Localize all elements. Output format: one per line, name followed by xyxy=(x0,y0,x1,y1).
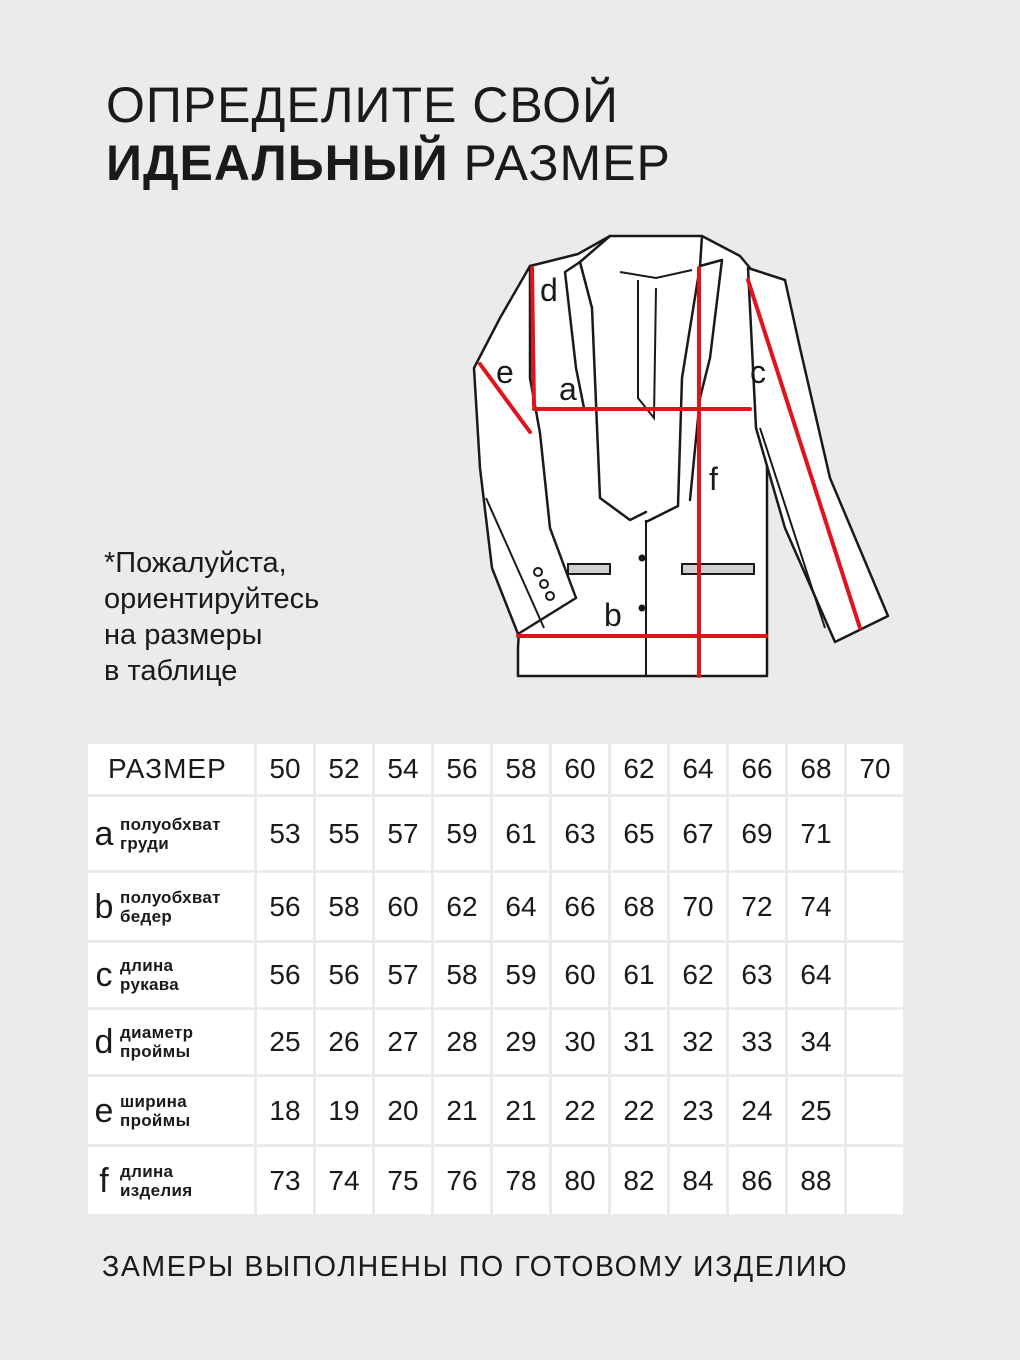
table-cell: 60 xyxy=(552,943,608,1007)
table-row xyxy=(88,873,903,940)
table-cell: 53 xyxy=(257,797,313,870)
size-header-cell: 68 xyxy=(788,744,844,794)
note-line: ориентируйтесь xyxy=(104,583,320,615)
note-line: на размеры xyxy=(104,619,263,651)
measure-description-line: длина xyxy=(120,956,174,975)
measure-description-line: полуобхват xyxy=(120,887,221,907)
size-header-cell: 58 xyxy=(493,744,549,794)
size-header-cell: 56 xyxy=(434,744,490,794)
measure-description xyxy=(120,1162,192,1200)
size-header-cell: 54 xyxy=(375,744,431,794)
table-cell: 64 xyxy=(493,873,549,940)
table-cell: 71 xyxy=(788,797,844,870)
table-cell: 74 xyxy=(316,1147,372,1214)
measure-description-line: проймы xyxy=(120,1042,191,1061)
table-cell: 68 xyxy=(611,873,667,940)
table-cell xyxy=(847,1147,903,1214)
table-cell: 57 xyxy=(375,943,431,1007)
table-cell: 33 xyxy=(729,1010,785,1074)
table-cell xyxy=(847,943,903,1007)
measure-label-b: b xyxy=(604,597,622,633)
table-cell: 72 xyxy=(729,873,785,940)
page-title-bold: ИДЕАЛЬНЫЙ xyxy=(106,135,449,191)
table-cell: 67 xyxy=(670,797,726,870)
measure-line-d xyxy=(532,268,534,406)
measure-description xyxy=(120,815,221,853)
table-cell: 56 xyxy=(316,943,372,1007)
measure-label-cell xyxy=(88,1077,254,1144)
table-cell: 82 xyxy=(611,1147,667,1214)
table-cell: 80 xyxy=(552,1147,608,1214)
page-title-line2 xyxy=(106,135,671,191)
measure-description xyxy=(120,1092,190,1130)
measure-description-line: проймы xyxy=(120,1110,191,1130)
table-cell: 60 xyxy=(375,873,431,940)
table-cell: 63 xyxy=(729,943,785,1007)
table-cell: 62 xyxy=(434,873,490,940)
page-title-rest: РАЗМЕР xyxy=(448,135,671,191)
table-cell: 84 xyxy=(670,1147,726,1214)
table-row xyxy=(88,1077,903,1144)
table-cell: 86 xyxy=(729,1147,785,1214)
measure-description-line: диаметр xyxy=(120,1023,194,1042)
table-cell: 22 xyxy=(552,1077,608,1144)
jacket-pocket-right xyxy=(682,564,754,574)
table-cell: 32 xyxy=(670,1010,726,1074)
table-cell: 64 xyxy=(788,943,844,1007)
measure-description xyxy=(120,1023,193,1061)
note-line: в таблице xyxy=(104,655,238,687)
table-cell: 58 xyxy=(434,943,490,1007)
jacket-front-button xyxy=(640,606,645,611)
footer-note: ЗАМЕРЫ ВЫПОЛНЕНЫ ПО ГОТОВОМУ ИЗДЕЛИЮ xyxy=(102,1251,849,1283)
measure-letter: b xyxy=(94,887,114,926)
measure-letter: c xyxy=(95,956,113,994)
table-cell: 61 xyxy=(611,943,667,1007)
measure-description-line: груди xyxy=(120,833,170,853)
table-cell: 69 xyxy=(729,797,785,870)
size-note xyxy=(104,545,319,689)
table-cell: 27 xyxy=(375,1010,431,1074)
measure-letter: e xyxy=(94,1091,114,1130)
size-header-cell: 66 xyxy=(729,744,785,794)
table-cell: 31 xyxy=(611,1010,667,1074)
table-cell: 74 xyxy=(788,873,844,940)
table-row xyxy=(88,1010,903,1074)
measure-label-e: e xyxy=(496,354,514,390)
table-cell xyxy=(847,1077,903,1144)
measure-label-cell xyxy=(88,797,254,870)
table-cell: 70 xyxy=(670,873,726,940)
measure-label-f: f xyxy=(709,461,718,497)
measure-label-cell xyxy=(88,943,254,1007)
table-cell: 25 xyxy=(257,1010,313,1074)
table-cell xyxy=(847,873,903,940)
size-header-cell: 60 xyxy=(552,744,608,794)
table-cell: 25 xyxy=(788,1077,844,1144)
page-title-line1: ОПРЕДЕЛИТЕ СВОЙ xyxy=(106,77,619,133)
table-cell: 22 xyxy=(611,1077,667,1144)
table-cell: 56 xyxy=(257,873,313,940)
measure-description-line: длина xyxy=(120,1161,174,1181)
table-cell: 29 xyxy=(493,1010,549,1074)
measure-description xyxy=(120,888,221,926)
table-cell xyxy=(847,797,903,870)
table-cell: 75 xyxy=(375,1147,431,1214)
table-cell: 78 xyxy=(493,1147,549,1214)
table-cell: 28 xyxy=(434,1010,490,1074)
table-cell: 55 xyxy=(316,797,372,870)
table-cell: 88 xyxy=(788,1147,844,1214)
table-cell: 62 xyxy=(670,943,726,1007)
table-cell: 20 xyxy=(375,1077,431,1144)
measure-label-cell xyxy=(88,1147,254,1214)
jacket-measurement-diagram xyxy=(460,228,900,688)
measure-label-cell xyxy=(88,873,254,940)
table-cell: 30 xyxy=(552,1010,608,1074)
measure-description-line: ширина xyxy=(120,1091,187,1111)
measure-description xyxy=(120,956,179,994)
note-line: *Пожалуйста, xyxy=(104,547,287,579)
measure-description-line: бедер xyxy=(120,906,173,926)
size-header-cell: 62 xyxy=(611,744,667,794)
table-cell: 65 xyxy=(611,797,667,870)
size-header-cell: 50 xyxy=(257,744,313,794)
measure-label-c: c xyxy=(750,354,766,390)
measure-letter: f xyxy=(99,1161,109,1200)
table-cell: 26 xyxy=(316,1010,372,1074)
measure-description-line: рукава xyxy=(120,975,180,994)
measure-description-line: полуобхват xyxy=(120,814,221,834)
table-row xyxy=(88,943,903,1007)
size-header-cell: 70 xyxy=(847,744,903,794)
table-cell: 57 xyxy=(375,797,431,870)
table-cell xyxy=(847,1010,903,1074)
size-header-label: РАЗМЕР xyxy=(88,744,254,794)
table-row xyxy=(88,797,903,870)
table-row xyxy=(88,1147,903,1214)
table-cell: 59 xyxy=(434,797,490,870)
table-cell: 56 xyxy=(257,943,313,1007)
table-cell: 59 xyxy=(493,943,549,1007)
size-header-cell: 64 xyxy=(670,744,726,794)
measure-description-line: изделия xyxy=(120,1180,193,1200)
measure-label-a: a xyxy=(559,371,577,407)
table-cell: 63 xyxy=(552,797,608,870)
table-cell: 21 xyxy=(493,1077,549,1144)
table-cell: 19 xyxy=(316,1077,372,1144)
table-cell: 23 xyxy=(670,1077,726,1144)
table-cell: 21 xyxy=(434,1077,490,1144)
measure-label-cell xyxy=(88,1010,254,1074)
jacket-pocket-left xyxy=(568,564,610,574)
measure-letter: d xyxy=(94,1023,114,1061)
table-cell: 76 xyxy=(434,1147,490,1214)
measure-label-d: d xyxy=(540,272,558,308)
table-cell: 58 xyxy=(316,873,372,940)
table-cell: 73 xyxy=(257,1147,313,1214)
size-table-header xyxy=(88,744,903,794)
table-cell: 18 xyxy=(257,1077,313,1144)
table-cell: 61 xyxy=(493,797,549,870)
jacket-front-button xyxy=(640,556,645,561)
table-cell: 66 xyxy=(552,873,608,940)
size-table xyxy=(85,741,906,1217)
table-cell: 34 xyxy=(788,1010,844,1074)
measure-letter: a xyxy=(94,814,114,853)
table-cell: 24 xyxy=(729,1077,785,1144)
size-header-cell: 52 xyxy=(316,744,372,794)
